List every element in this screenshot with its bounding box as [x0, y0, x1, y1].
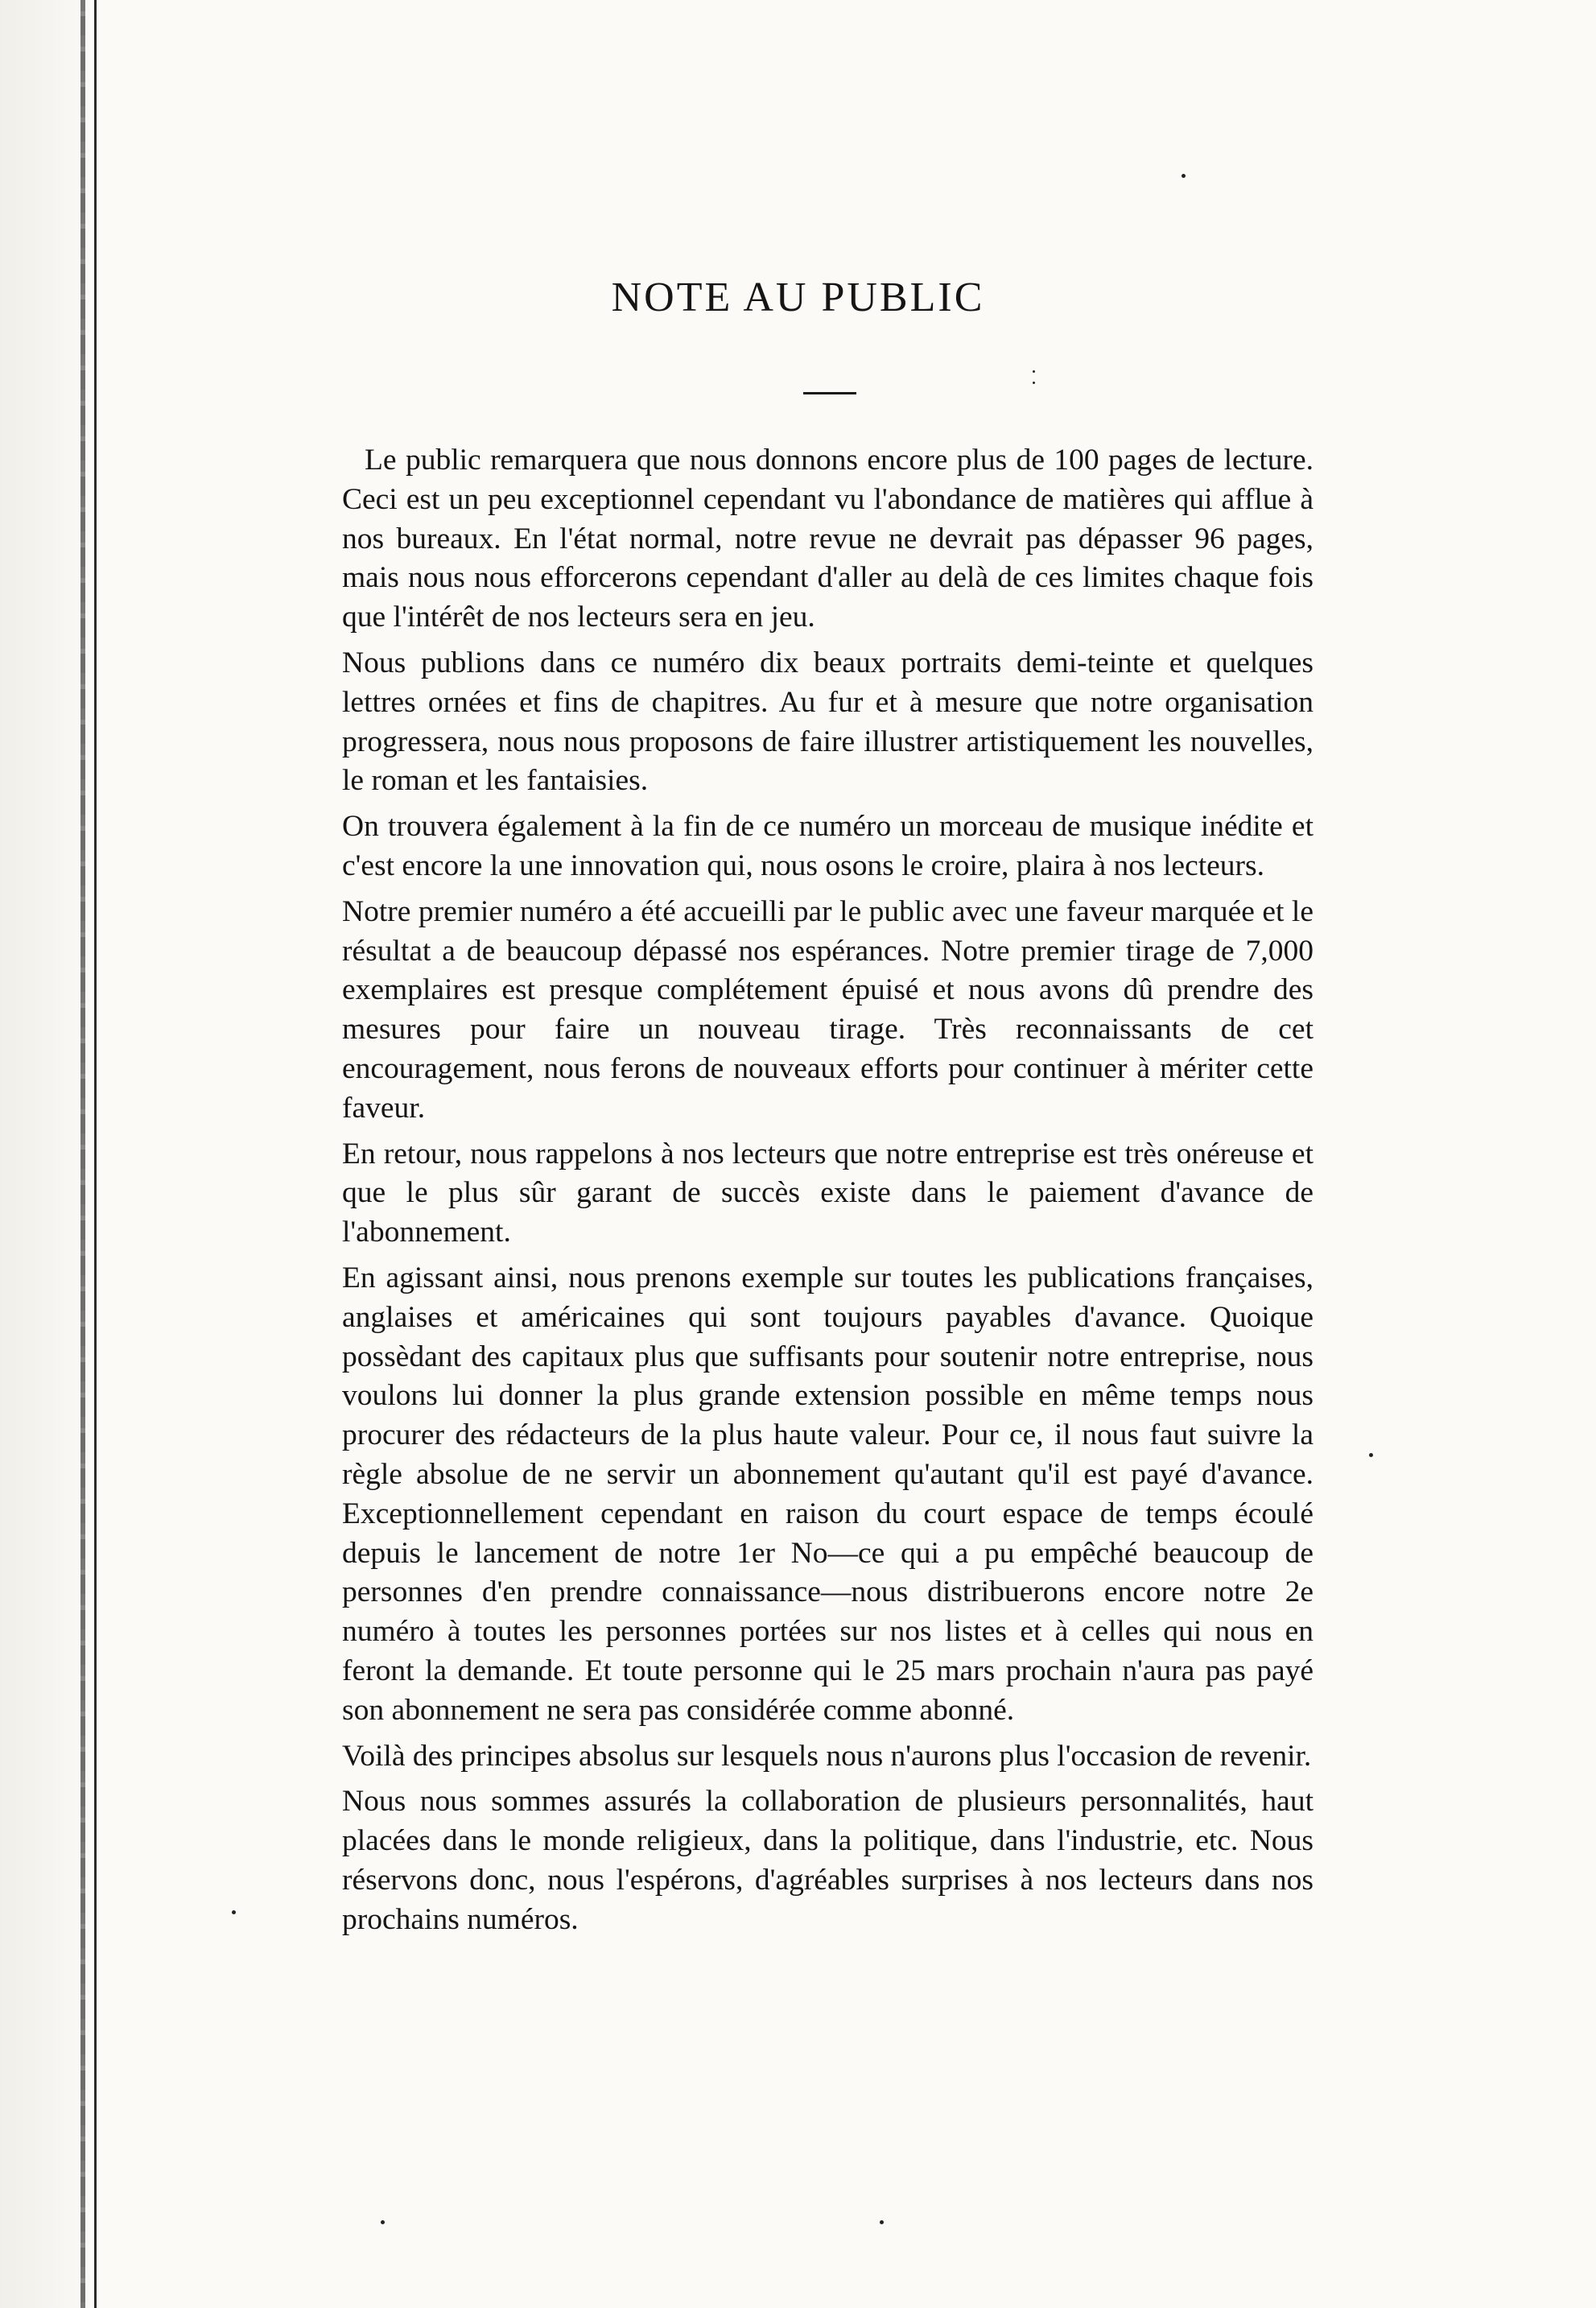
paragraph: Nous nous sommes assurés la collaboration de plusieurs personnalités, haut placées dans le monde religieux, dans la politique, dans l'industrie, etc. Nous réservons donc, nous l'espérons, d'agréables surprises à nos lecteurs dans nos prochains numéros. [342, 1785, 1314, 1936]
ink-speck [232, 1910, 236, 1914]
paragraph: Le public remarquera que nous donnons encore plus de 100 pages de lecture. Ceci est un peu exceptionnel cependant vu l'abondance de matières qui afflue à nos bureaux. En l'état normal, notre revue ne devrait pas dépasser 96 pages, mais nous nous efforcerons cependant d'aller au delà de ces limites chaque fois que l'intérêt de nos lecteurs sera en jeu. [342, 444, 1314, 634]
ink-speck [880, 2220, 884, 2224]
body-text [342, 441, 1314, 1946]
ink-speck [1369, 1453, 1373, 1457]
paragraph: On trouvera également à la fin de ce numéro un morceau de musique inédite et c'est encore la une innovation qui, nous osons le croire, plaira à nos lecteurs. [342, 810, 1314, 882]
page-binding-edge [0, 0, 97, 2308]
paragraph: En retour, nous rappelons à nos lecteurs que notre entreprise est très onéreuse et que le plus sûr garant de succès existe dans le paiement d'avance de l'abonnement. [342, 1137, 1314, 1249]
ink-speck [1033, 370, 1035, 373]
ink-speck [1033, 382, 1035, 384]
paragraph: En agissant ainsi, nous prenons exemple sur toutes les publications françaises, anglaises et américaines qui sont toujours payables d'avance. Quoique possèdant des capitaux plus que suffisants pour soutenir notre entreprise, nous voulons lui donner la plus grande extension possible en même temps nous procurer des rédacteurs de la plus haute valeur. Pour ce, il nous faut suivre la règle absolue de ne servir un abonnement qu'autant qu'il est payé d'avance. Exceptionnellement cependant en raison du court espace de temps écoulé depuis le lancement de notre 1er No—ce qui a pu empêché beaucoup de personnes d'en prendre connaissance—nous distribuerons encore notre 2e numéro à toutes les personnes portées sur nos listes et à celles qui nous en feront la demande. Et toute personne qui le 25 mars prochain n'aura pas payé son abonnement ne sera pas considérée comme abonné. [342, 1261, 1314, 1727]
ink-speck [1182, 174, 1186, 178]
paragraph: Nous publions dans ce numéro dix beaux portraits demi-teinte et quelques lettres ornées et fins de chapitres. Au fur et à mesure que notre organisation progressera, nous nous proposons de faire illustrer artistiquement les nouvelles, le roman et les fantaisies. [342, 646, 1314, 798]
title-rule [803, 392, 856, 394]
paragraph: Notre premier numéro a été accueilli par le public avec une faveur marquée et le résultat a de beaucoup dépassé nos espérances. Notre premier tirage de 7,000 exemplaires est presque complétement épuisé et nous avons dû prendre des mesures pour faire un nouveau tirage. Très reconnaissants de cet encouragement, nous ferons de nouveaux efforts pour continuer à mériter cette faveur. [342, 894, 1314, 1125]
ink-speck [381, 2220, 385, 2224]
paragraph: Voilà des principes absolus sur lesquels nous n'aurons plus l'occasion de revenir. [342, 1739, 1312, 1773]
page-title: NOTE AU PUBLIC [611, 275, 985, 320]
